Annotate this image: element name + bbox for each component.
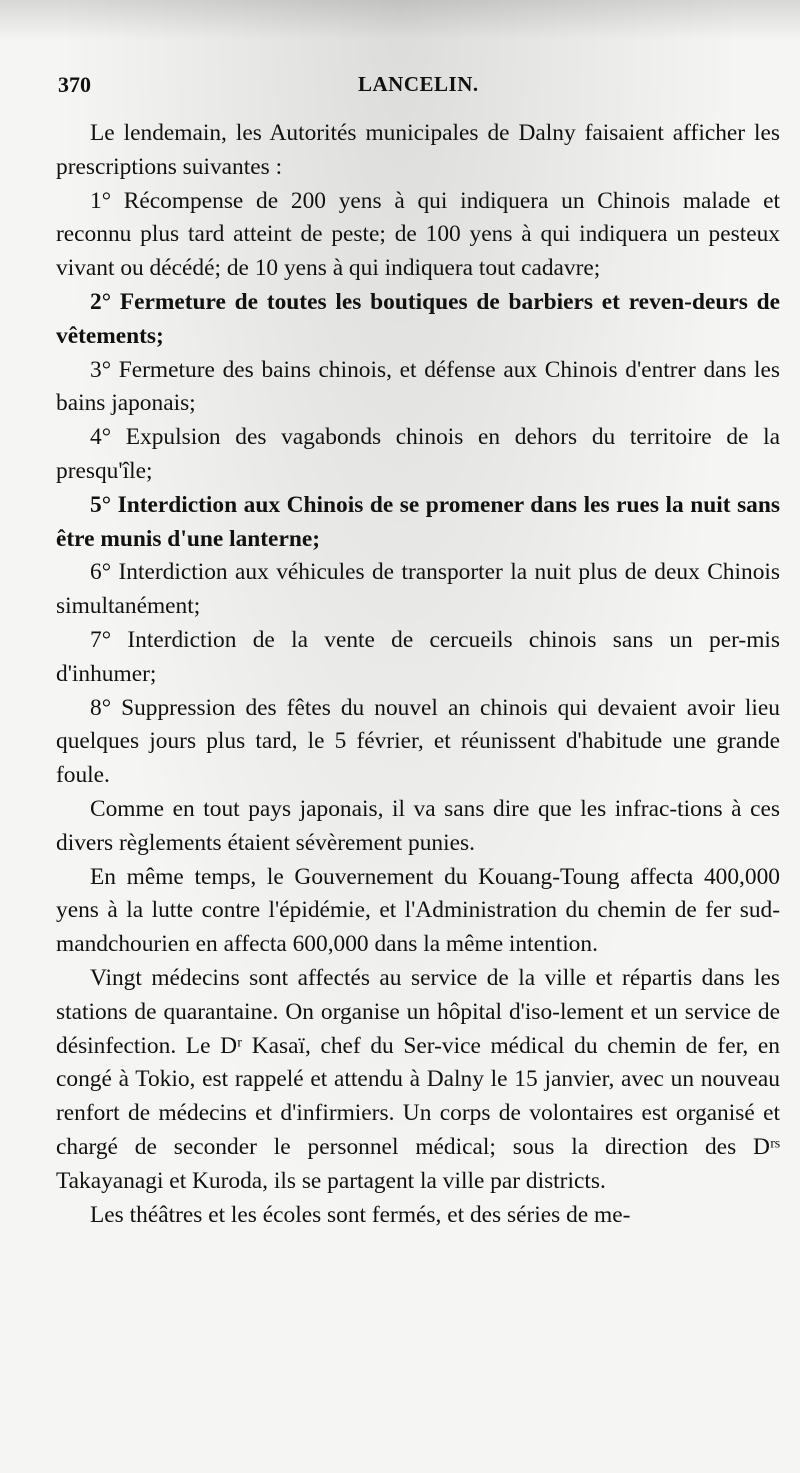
paragraph-doctors: Vingt médecins sont affectés au service de la ville et répartis dans les stations de quarantaine. On organise un hôpital d'iso-lement et un service de désinfection. Le Dʳ Kasaï, chef du Ser-vice médical du chemin de fer, en congé à Tokio, est rappelé et attendu à Dalny le 15 janvier, avec un nouveau renfort de médecins et d'infirmiers. Un corps de volontaires est organisé et chargé de seconder le personnel médical; sous la direction des Dʳˢ Takayanagi et Kuroda, ils se partagent la ville par districts. (56, 964, 780, 1194)
paragraph-infractions: Comme en tout pays japonais, il va sans dire que les infrac-tions à ces divers règlements étaient sévèrement punies. (56, 795, 780, 856)
body-text (56, 117, 780, 1232)
paragraph-intro: Le lendemain, les Autorités municipales de Dalny faisaient afficher les prescriptions suivantes : (56, 120, 780, 180)
prescription-4: 4° Expulsion des vagabonds chinois en dehors du territoire de la presqu'île; (56, 424, 780, 484)
page-number: 370 (58, 72, 91, 97)
prescription-7: 7° Interdiction de la vente de cercueils chinois sans un per-mis d'inhumer; (56, 626, 780, 687)
prescription-1: 1° Récompense de 200 yens à qui indiquera un Chinois malade et reconnu plus tard atteint de peste; de 100 yens à qui indiquera un pesteux vivant ou décédé; de 10 yens à qui indiquera tout cadavre; (56, 187, 780, 282)
running-head: LANCELIN. (358, 72, 479, 96)
paragraph-closures: Les théâtres et les écoles sont fermés, et des séries de me- (90, 1201, 631, 1228)
page-header (58, 72, 758, 102)
prescription-6: 6° Interdiction aux véhicules de transporter la nuit plus de deux Chinois simultanément; (56, 559, 780, 620)
prescription-2: 2° Fermeture de toutes les boutiques de barbiers et reven-deurs de vêtements; (56, 288, 780, 349)
prescription-5: 5° Interdiction aux Chinois de se promener dans les rues la nuit sans être munis d'une lanterne; (56, 491, 780, 552)
paragraph-funding: En même temps, le Gouvernement du Kouang-Toung affecta 400,000 yens à la lutte contre l'épidémie, et l'Administration du chemin de fer sud-mandchourien en affecta 600,000 dans la même intention. (56, 863, 780, 958)
prescription-3: 3° Fermeture des bains chinois, et défense aux Chinois d'entrer dans les bains japonais; (56, 356, 780, 417)
page-shadow (0, 0, 800, 40)
prescription-8: 8° Suppression des fêtes du nouvel an chinois qui devaient avoir lieu quelques jours plus tard, le 5 février, et réunissent d'habitude une grande foule. (56, 694, 780, 789)
